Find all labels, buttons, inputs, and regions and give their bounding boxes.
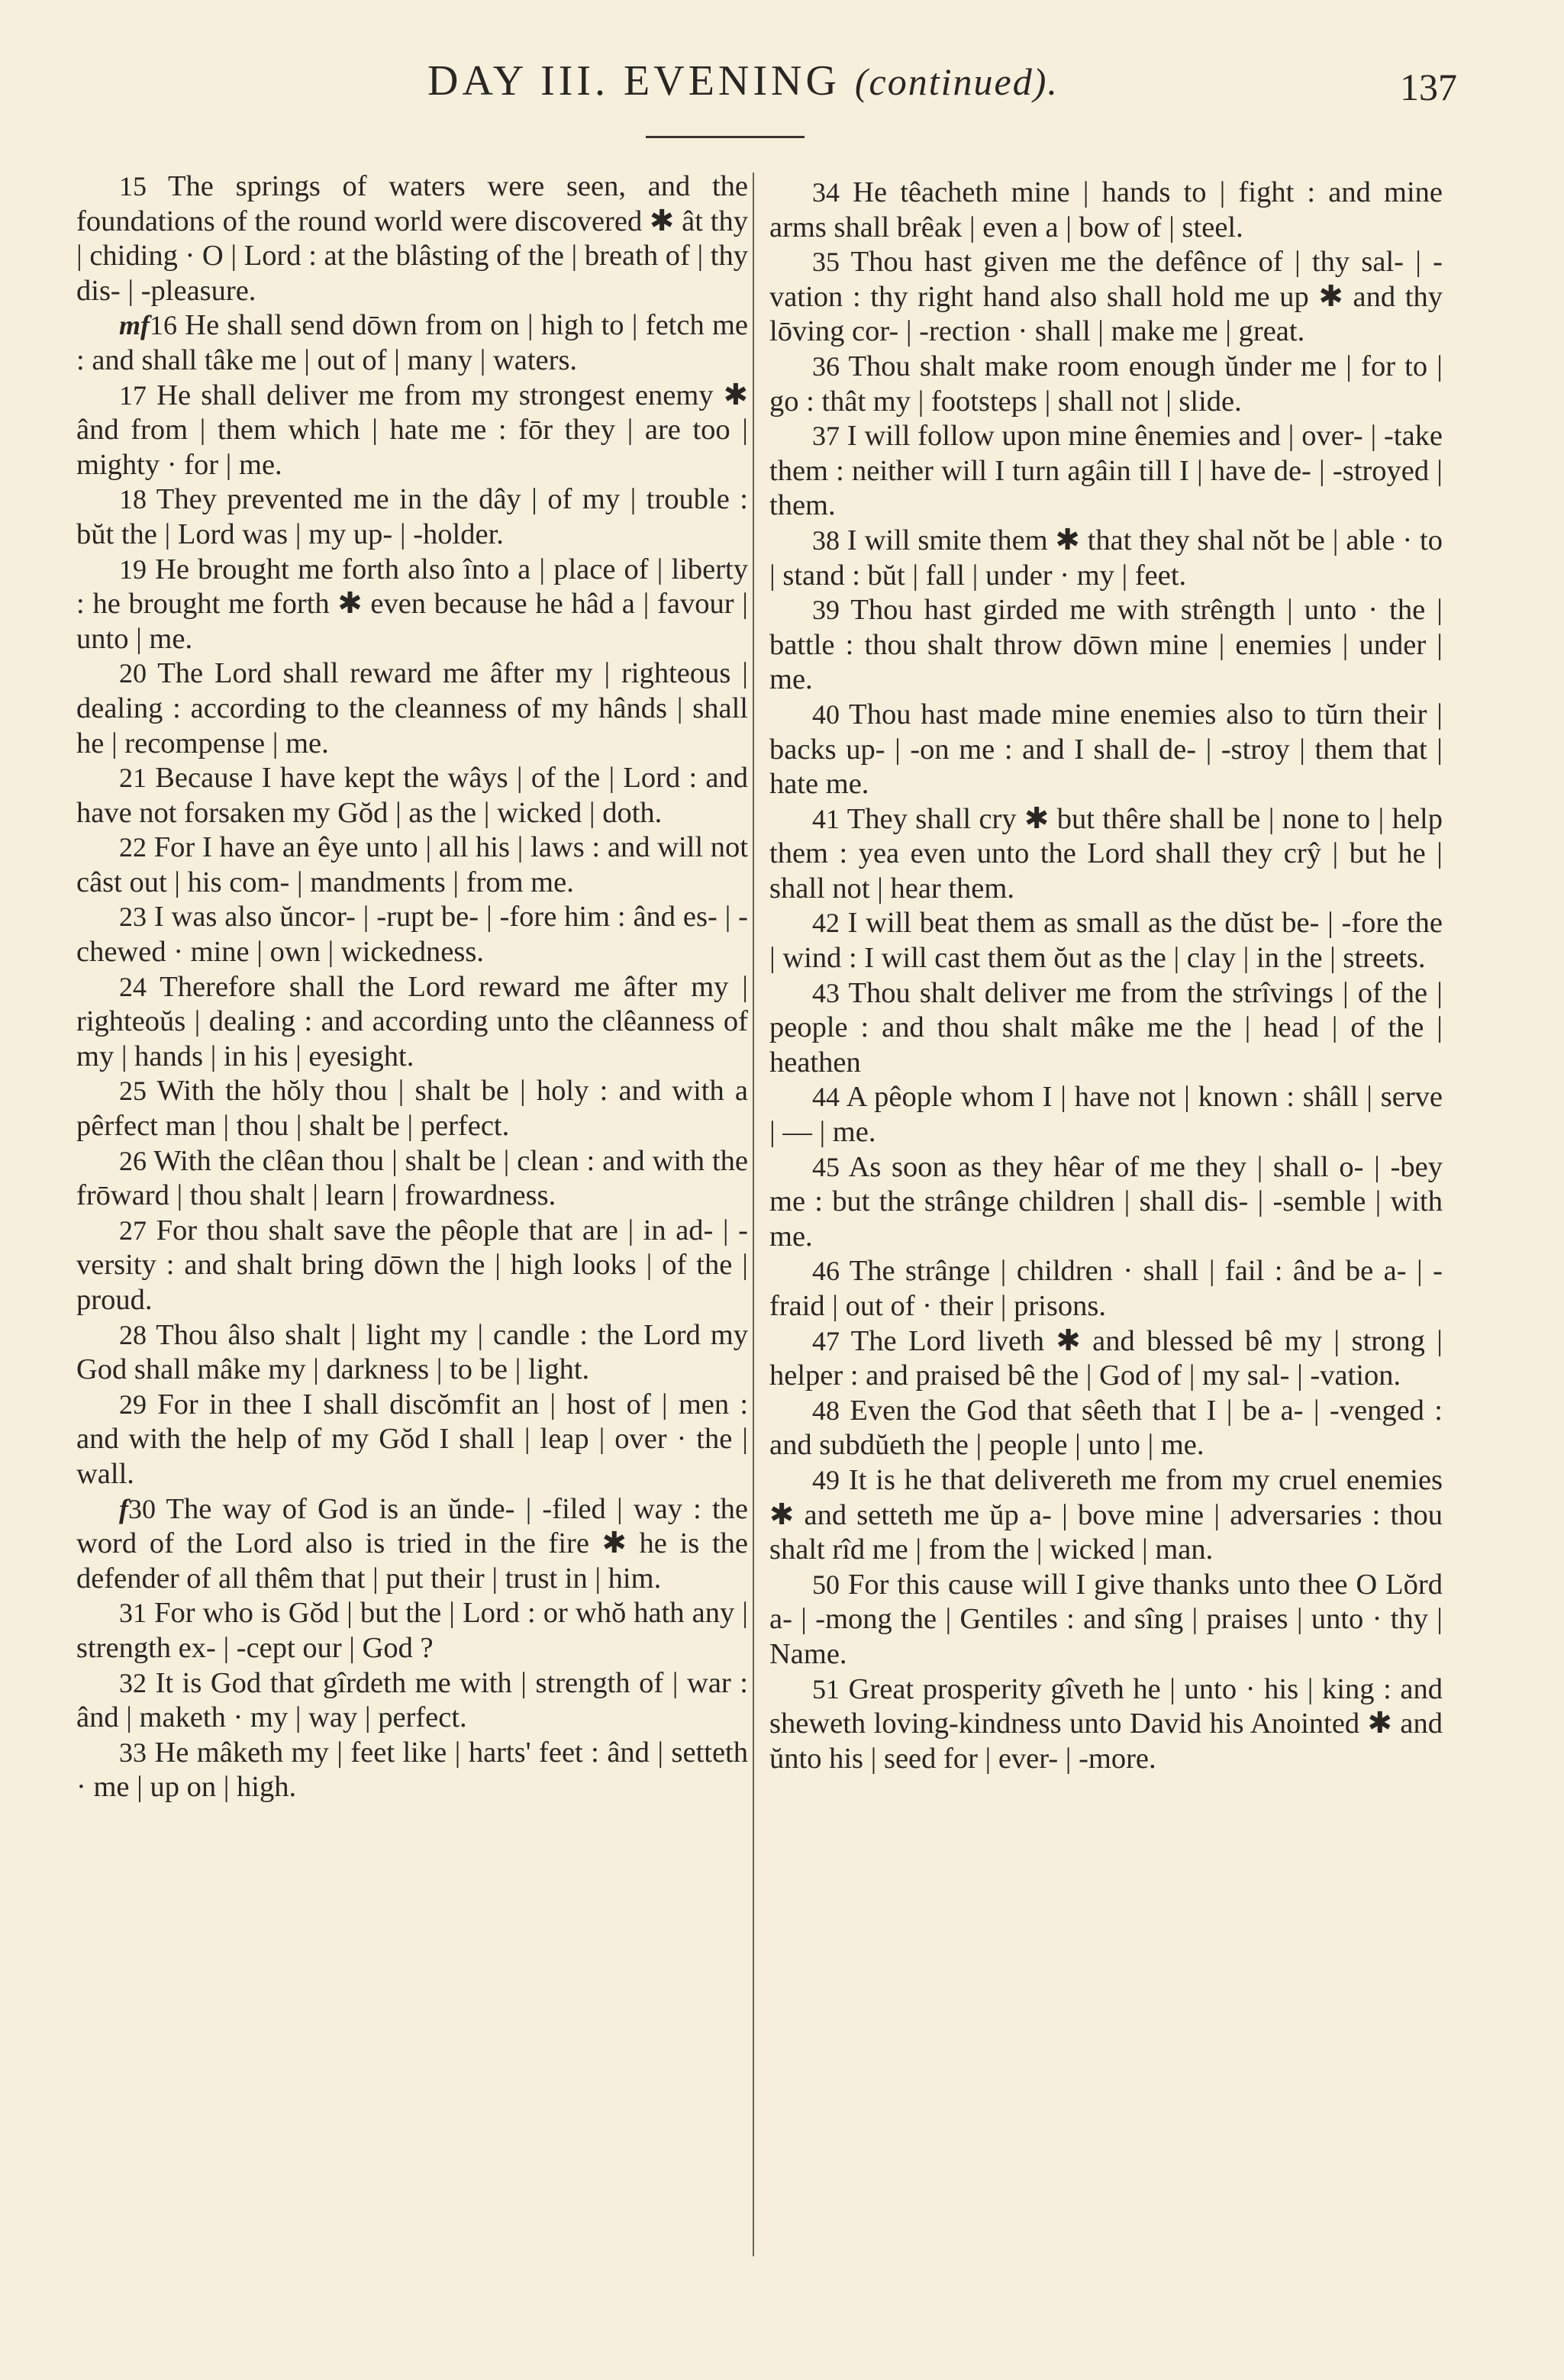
psalm-verse	[76, 970, 748, 1075]
psalm-verse	[769, 593, 1443, 698]
verse-number: 29	[119, 1388, 147, 1420]
running-title-continued: (continued).	[854, 60, 1059, 103]
verse-text: Thou hast girded me with strêngth | unto · the | battle : thou shalt throw dōwn mine | enemies | under | me.	[769, 594, 1443, 696]
psalm-verse	[769, 906, 1443, 976]
page-header	[0, 50, 1564, 111]
psalm-verse	[76, 900, 748, 969]
verse-number: 38	[812, 524, 840, 556]
psalm-verse	[76, 169, 748, 308]
verse-text: They prevented me in the dây | of my | trouble : bŭt the | Lord was | my up- | -holder.	[76, 483, 748, 550]
psalm-verse	[769, 1080, 1443, 1150]
verse-text: For who is Gŏd | but the | Lord : or whŏ hath any | strength ex- | -cept our | God ?	[76, 1597, 749, 1664]
verse-number: 15	[119, 171, 147, 202]
verse-text: It is he that delivereth me from my cruel enemies ✱ and setteth me ŭp a- | bove mine | adversaries : thou shalt rîd me | from the | wicked | man.	[769, 1463, 1443, 1566]
psalm-verse	[76, 553, 748, 657]
verse-number: 16	[150, 310, 177, 341]
verse-text: He shall send dōwn from on | high to | fetch me : and shall tâke me | out of | many | waters.	[76, 309, 748, 376]
verse-text: They shall cry ✱ but thêre shall be | none to | help them : yea even unto the Lord shall they crŷ | but he | shall not | hear them.	[769, 802, 1443, 905]
verse-number: 36	[812, 350, 840, 382]
verse-number: 40	[812, 698, 840, 730]
verse-text: For thou shalt save the pêople that are | in ad- | -versity : and shalt bring dōwn the | high looks | of the | proud.	[76, 1214, 749, 1316]
verse-number: 32	[119, 1667, 147, 1698]
verse-number: 21	[119, 763, 147, 794]
psalm-verse	[769, 1394, 1443, 1463]
verse-text: Thou âlso shalt | light my | candle : the Lord my God shall mâke my | darkness | to be | light.	[76, 1318, 748, 1386]
verse-text: Great prosperity gîveth he | unto · his | king : and sheweth loving-kindness unto David his Anointed ✱ and ŭnto his | seed for | ever- | -more.	[769, 1672, 1443, 1775]
psalm-verse	[76, 1666, 748, 1736]
psalm-verse	[769, 976, 1443, 1081]
verse-number: 37	[812, 421, 840, 452]
dynamic-mark: mf	[119, 310, 150, 341]
verse-number: 48	[812, 1395, 840, 1426]
verse-number: 43	[812, 977, 840, 1008]
verse-text: He shall deliver me from my strongest enemy ✱ ând from | them which | hate me : fōr they | are too | mighty · for | me.	[76, 379, 748, 481]
verse-number: 28	[119, 1319, 147, 1350]
psalm-verse	[76, 308, 748, 378]
psalm-verse	[769, 1324, 1443, 1394]
verse-text: He têacheth mine | hands to | fight : and mine arms shall brêak | even a | bow of | steel.	[769, 176, 1443, 243]
verse-number: 42	[812, 908, 840, 939]
verse-text: Thou hast made mine enemies also to tŭrn their | backs up- | -on me : and I shall de- | -stroy | them that | hate me.	[769, 698, 1443, 801]
verse-text: For this cause will I give thanks unto thee O Lŏrd a- | -mong the | Gentiles : and sîng | praises | unto · thy | Name.	[769, 1568, 1443, 1670]
psalm-verse	[769, 698, 1443, 802]
psalm-verse	[76, 1144, 748, 1214]
psalm-verse	[76, 761, 748, 830]
psalm-verse	[769, 1672, 1443, 1777]
verse-number: 22	[119, 832, 147, 863]
left-column	[76, 169, 748, 1805]
verse-text: Thou hast given me the defênce of | thy sal- | -vation : thy right hand also shall hold me up ✱ and thy lōving cor- | -rection · shall | make me | great.	[769, 246, 1443, 348]
psalm-verse	[769, 350, 1443, 419]
verse-text: As soon as they hêar of me they | shall o- | -bey me : but the strânge children | shall dis- | -semble | with me.	[769, 1150, 1443, 1253]
verse-number: 45	[812, 1151, 840, 1182]
verse-number: 23	[119, 901, 147, 933]
psalm-verse	[76, 1596, 748, 1666]
psalm-verse	[76, 1214, 748, 1318]
verse-number: 51	[812, 1673, 840, 1704]
psalm-verse	[76, 379, 748, 483]
verse-text: He mâketh my | feet like | harts' feet : ând | setteth · me | up on | high.	[76, 1736, 748, 1804]
running-title	[427, 50, 1059, 112]
verse-text: Therefore shall the Lord reward me âfter my | righteoŭs | dealing : and according unto the clêanness of my | hands | in his | eyesight.	[76, 970, 748, 1072]
page-number: 137	[1400, 66, 1457, 108]
verse-text: I was also ŭncor- | -rupt be- | -fore him : ând es- | -chewed · mine | own | wickedness.	[76, 901, 749, 969]
verse-number: 26	[119, 1145, 147, 1176]
verse-number: 34	[812, 177, 840, 208]
verse-number: 19	[119, 553, 147, 585]
psalm-verse	[76, 482, 748, 552]
psalm-verse	[76, 1074, 748, 1143]
verse-text: Thou shalt make room enough ŭnder me | for to | go : thât my | footsteps | shall not | slide.	[769, 350, 1443, 418]
verse-text: It is God that gîrdeth me with | strength of | war : ând | maketh · my | way | perfect.	[76, 1666, 748, 1734]
psalm-verse	[769, 1568, 1443, 1672]
psalm-verse	[769, 1254, 1443, 1324]
verse-text: The Lord shall reward me âfter my | righteous | dealing : according to the cleanness of my hânds | shall he | recompense | me.	[76, 657, 748, 759]
psalm-verse	[769, 524, 1443, 593]
verse-text: He brought me forth also înto a | place of | liberty : he brought me forth ✱ even because he hâd a | favour | unto | me.	[76, 553, 748, 655]
verse-number: 35	[812, 247, 840, 278]
verse-text: A pêople whom I | have not | known : shâll | serve | — | me.	[769, 1081, 1443, 1149]
verse-number: 20	[119, 658, 147, 689]
verse-number: 50	[812, 1569, 840, 1600]
psalm-verse	[76, 1736, 748, 1805]
column-divider	[753, 173, 754, 2256]
verse-text: The way of God is an ŭnde- | -filed | way : the word of the Lord also is tried in the fire ✱ he is the defender of all thêm that | put their | trust in | him.	[76, 1492, 748, 1595]
verse-number: 24	[119, 971, 147, 1002]
verse-text: Thou shalt deliver me from the strîvings | of the | people : and thou shalt mâke me the | head | of the | heathen	[769, 976, 1443, 1079]
psalm-verse	[76, 1388, 748, 1492]
verse-number: 30	[128, 1493, 156, 1524]
verse-number: 39	[812, 595, 840, 626]
psalm-verse	[769, 176, 1443, 245]
verse-text: I will beat them as small as the dŭst be- | -fore the | wind : I will cast them ŏut as the | clay | in the | streets.	[769, 907, 1443, 975]
verse-text: I will follow upon mine ênemies and | over- | -take them : neither will I turn agâin till I | have de- | -stroyed | them.	[769, 420, 1443, 522]
running-title-main: DAY III. EVENING	[427, 57, 840, 105]
psalm-verse	[76, 1318, 748, 1388]
header-rule	[646, 136, 805, 138]
right-column	[769, 176, 1443, 1776]
psalm-verse	[769, 1150, 1443, 1255]
verse-number: 27	[119, 1214, 147, 1246]
verse-text: I will smite them ✱ that they shal nŏt be | able · to | stand : bŭt | fall | under · my | feet.	[769, 524, 1443, 592]
psalm-verse	[769, 419, 1443, 524]
psalm-verse	[769, 802, 1443, 907]
verse-number: 44	[812, 1082, 840, 1113]
verse-text: With the hŏly thou | shalt be | holy : and with a pêrfect man | thou | shalt be | perfect.	[76, 1075, 748, 1143]
dynamic-mark: f	[119, 1493, 128, 1524]
psalm-verse	[76, 656, 748, 761]
psalm-verse	[769, 1463, 1443, 1568]
verse-number: 17	[119, 379, 147, 411]
verse-number: 46	[812, 1256, 840, 1287]
verse-number: 25	[119, 1076, 147, 1107]
verse-number: 47	[812, 1325, 840, 1356]
psalm-verse	[76, 1492, 748, 1597]
verse-number: 41	[812, 803, 840, 834]
verse-number: 33	[119, 1737, 147, 1768]
verse-text: With the clêan thou | shalt be | clean : and with the frōward | thou shalt | learn | frowardness.	[76, 1144, 749, 1212]
verse-text: For in thee I shall discŏmfit an | host of | men : and with the help of my Gŏd I shall | leap | over · the | wall.	[76, 1388, 749, 1490]
psalm-verse	[76, 830, 748, 900]
verse-text: Even the God that sêeth that I | be a- | -venged : and subdŭeth the | people | unto | me.	[769, 1394, 1443, 1462]
verse-text: The Lord liveth ✱ and blessed bê my | strong | helper : and praised bê the | God of | my sal- | -vation.	[769, 1324, 1443, 1392]
psalm-verse	[769, 245, 1443, 350]
verse-text: The strânge | children · shall | fail : ând be a- | -fraid | out of · their | prisons.	[769, 1255, 1443, 1322]
verse-text: For I have an êye unto | all his | laws : and will not câst out | his com- | mandments | from me.	[76, 831, 749, 898]
verse-number: 31	[119, 1598, 147, 1629]
verse-number: 18	[119, 484, 147, 515]
verse-text: The springs of waters were seen, and the foundations of the round world were discovered ✱ ât thy | chiding · O | Lord : at the blâsting of the | breath of | thy dis- | -pleasure.	[76, 170, 748, 307]
verse-text: Because I have kept the wâys | of the | Lord : and have not forsaken my Gŏd | as the | wicked | doth.	[76, 762, 748, 829]
verse-number: 49	[812, 1464, 840, 1495]
